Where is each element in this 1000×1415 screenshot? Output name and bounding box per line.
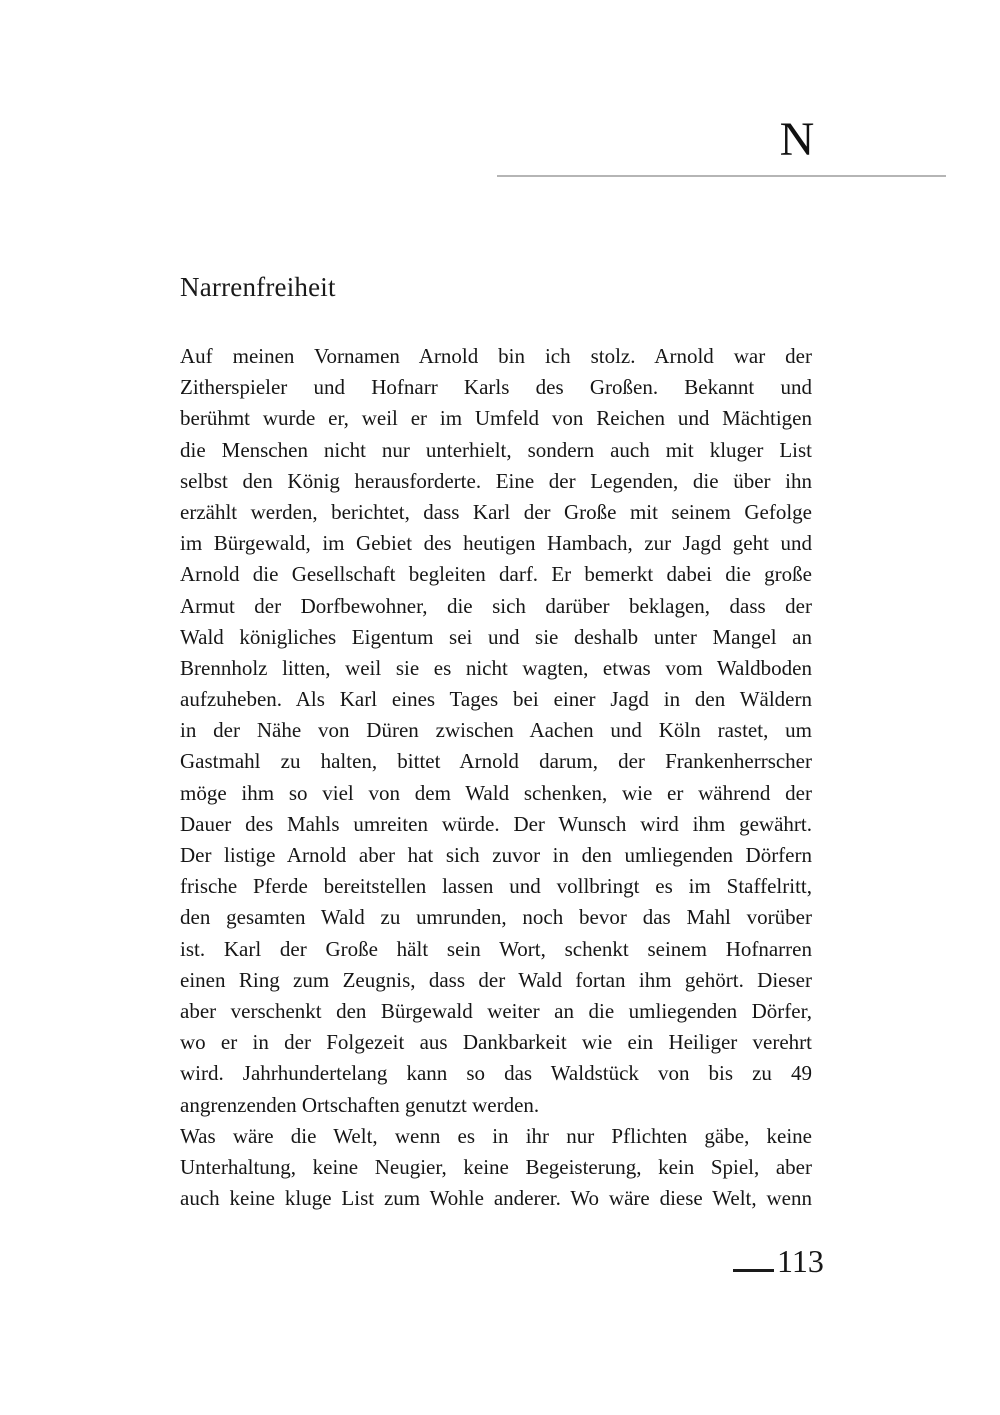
text-line: selbst den König herausforderte. Eine der Legenden, die über ihn <box>180 468 812 493</box>
text-line: berühmt wurde er, weil er im Umfeld von Reichen und Mächtigen <box>180 406 812 431</box>
text-line: Arnold die Gesellschaft begleiten darf. Er bemerkt dabei die große <box>180 562 812 587</box>
chapter-initial-letter: N <box>779 113 815 166</box>
text-line: Brennholz litten, weil sie es nicht wagten, etwas vom Waldboden <box>180 655 812 680</box>
text-line: wird. Jahrhundertelang kann so das Waldstück von bis zu 49 <box>180 1061 812 1086</box>
text-line: Unterhaltung, keine Neugier, keine Begeisterung, kein Spiel, aber <box>180 1154 812 1179</box>
text-line: Wald königliches Eigentum sei und sie deshalb unter Mangel an <box>180 624 812 649</box>
chapter-title: Narrenfreiheit <box>180 272 336 302</box>
text-line: ist. Karl der Große hält sein Wort, schenkt seinem Hofnarren <box>180 936 812 961</box>
body-text <box>180 341 812 1214</box>
text-line: angrenzenden Ortschaften genutzt werden. <box>180 1092 540 1117</box>
text-line: Armut der Dorfbewohner, die sich darüber beklagen, dass der <box>180 593 812 618</box>
text-line: einen Ring zum Zeugnis, dass der Wald fortan ihm gehört. Dieser <box>180 967 812 992</box>
page-number: 113 <box>777 1243 824 1279</box>
text-line: Auf meinen Vornamen Arnold bin ich stolz. Arnold war der <box>180 344 812 368</box>
page-number-rule <box>733 1269 774 1272</box>
text-line: Was wäre die Welt, wenn es in ihr nur Pflichten gäbe, keine <box>180 1123 812 1148</box>
text-line: möge ihm so viel von dem Wald schenken, wie er während der <box>180 780 812 805</box>
text-line: im Bürgewald, im Gebiet des heutigen Hambach, zur Jagd geht und <box>180 531 812 556</box>
text-line: Dauer des Mahls umreiten würde. Der Wunsch wird ihm gewährt. <box>180 811 812 836</box>
text-line: die Menschen nicht nur unterhielt, sondern auch mit kluger List <box>180 437 812 462</box>
chapter-header-rule <box>497 175 946 177</box>
text-line: Der listige Arnold aber hat sich zuvor in den umliegenden Dörfern <box>180 843 812 867</box>
text-line: auch keine kluge List zum Wohle anderer. Wo wäre diese Welt, wenn <box>180 1186 812 1211</box>
text-line: erzählt werden, berichtet, dass Karl der Große mit seinem Gefolge <box>180 499 812 524</box>
text-line: den gesamten Wald zu umrunden, noch bevor das Mahl vorüber <box>180 905 812 930</box>
text-line: in der Nähe von Düren zwischen Aachen und Köln rastet, um <box>180 718 812 743</box>
text-line: aufzuheben. Als Karl eines Tages bei einer Jagd in den Wäldern <box>180 687 812 712</box>
text-line: Gastmahl zu halten, bittet Arnold darum, der Frankenherrscher <box>180 749 812 774</box>
text-line: Zitherspieler und Hofnarr Karls des Großen. Bekannt und <box>180 375 812 400</box>
text-line: wo er in der Folgezeit aus Dankbarkeit wie ein Heiliger verehrt <box>180 1030 812 1055</box>
text-line: frische Pferde bereitstellen lassen und vollbringt es im Staffelritt, <box>180 874 812 899</box>
text-line: aber verschenkt den Bürgewald weiter an die umliegenden Dörfer, <box>180 998 812 1023</box>
